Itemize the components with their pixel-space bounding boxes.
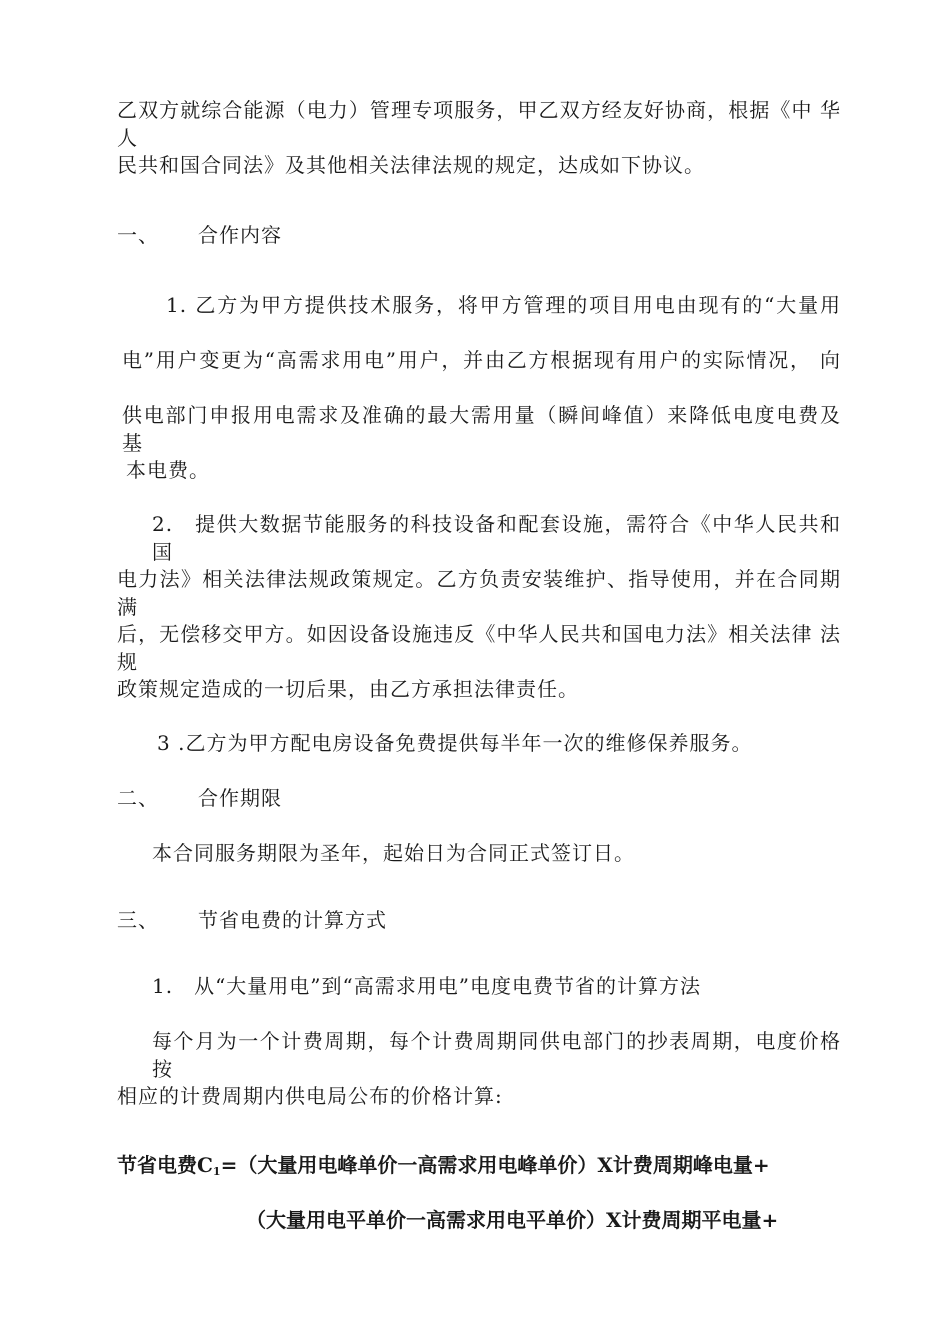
- section-2-title: 合作期限: [198, 786, 282, 810]
- section-1-item-1-line-2: 电”用户变更为“高需求用电”用户，并由乙方根据现有用户的实际情况， 向: [122, 348, 841, 372]
- section-3-title: 节省电费的计算方式: [198, 908, 387, 932]
- section-1-item-2-line-2: 电力法》相关法律法规政策规定。乙方负责安装维护、指导使用，并在合同期 满: [117, 567, 841, 619]
- section-1-item-3: 3 .乙方为甲方配电房设备免费提供每半年一次的维修保养服务。: [157, 731, 753, 755]
- section-1-item-2-line-3: 后，无偿移交甲方。如因设备设施违反《中华人民共和国电力法》相关法律 法规: [117, 622, 841, 674]
- formula-label: 节省电费C: [117, 1153, 213, 1177]
- section-1-item-1-line-4: 本电费。: [126, 458, 210, 482]
- section-2-number: 二、: [117, 786, 159, 810]
- savings-formula-line-1: [117, 1151, 770, 1179]
- section-2-body: 本合同服务期限为圣年，起始日为合同正式签订日。: [152, 841, 635, 865]
- intro-line-1: 乙双方就综合能源（电力）管理专项服务，甲乙双方经友好协商，根据《中 华人: [117, 98, 841, 150]
- section-1-title: 合作内容: [198, 223, 282, 247]
- section-1-item-2-line-1: 2. 提供大数据节能服务的科技设备和配套设施，需符合《中华人民共和国: [152, 512, 841, 564]
- formula-subscript: 1: [212, 1165, 221, 1178]
- section-1-item-2-line-4: 政策规定造成的一切后果，由乙方承担法律责任。: [117, 677, 579, 701]
- section-3-item-1: 1. 从“大量用电”到“高需求用电”电度电费节省的计算方法: [152, 974, 701, 998]
- section-1-item-1-line-1: 1. 乙方为甲方提供技术服务，将甲方管理的项目用电由现有的“大量用: [166, 293, 841, 317]
- formula-line-1-rest: =（大量用电峰单价一高需求用电峰单价）X计费周期峰电量+: [220, 1153, 770, 1177]
- section-1-number: 一、: [117, 223, 159, 247]
- savings-formula-line-2: （大量用电平单价一高需求用电平单价）X计费周期平电量+: [246, 1208, 779, 1232]
- section-3-para-line-1: 每个月为一个计费周期，每个计费周期同供电部门的抄表周期，电度价格 按: [152, 1029, 841, 1081]
- section-1-item-1-line-3: 供电部门申报用电需求及准确的最大需用量（瞬间峰值）来降低电度电费及 基: [122, 403, 841, 455]
- section-3-para-line-2: 相应的计费周期内供电局公布的价格计算:: [117, 1084, 503, 1108]
- intro-line-2: 民共和国合同法》及其他相关法律法规的规定，达成如下协议。: [117, 153, 705, 177]
- section-3-number: 三、: [117, 908, 159, 932]
